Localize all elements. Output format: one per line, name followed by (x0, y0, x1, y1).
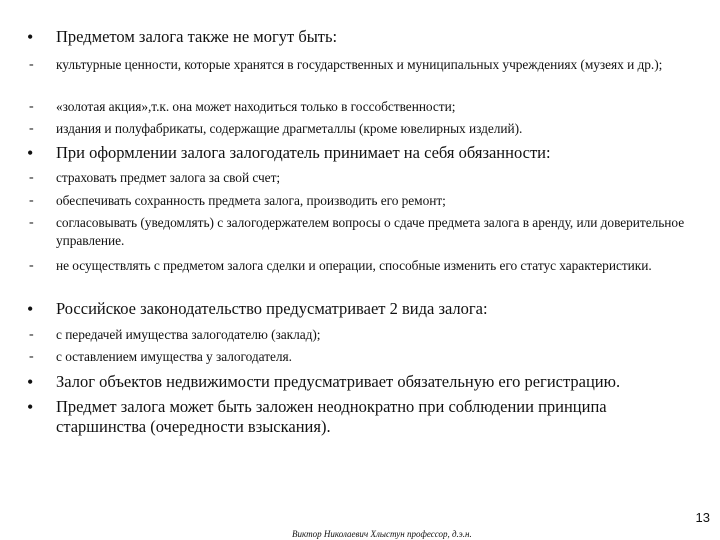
list-item-text: При оформлении залога залогодатель принимает на себя обязанности: (56, 143, 551, 162)
list-item-text: с передачей имущества залогодателю (заклад); (56, 327, 321, 342)
list-item-text: Российское законодательство предусматривает 2 вида залога: (56, 299, 488, 318)
dash-marker: - (29, 99, 34, 114)
list-item-text: не осуществлять с предметом залога сделки и операции, способные изменить его статус характеристики. (56, 258, 652, 273)
list-item-text: Предметом залога также не могут быть: (56, 27, 338, 46)
list-item-text: согласовывать (уведомлять) с залогодержателем вопросы о сдаче предмета залога в аренду, или доверительное управление. (56, 215, 685, 248)
page-number: 13 (695, 510, 710, 525)
bullet-marker: • (27, 299, 34, 319)
list-item-text: Предмет залога может быть заложен неоднократно при соблюдении принципа старшинства (очередности взыскания). (56, 397, 607, 436)
dash-marker: - (29, 193, 34, 208)
dash-marker: - (29, 258, 34, 273)
list-item-text: страховать предмет залога за свой счет; (56, 170, 281, 185)
list-item-text: Залог объектов недвижимости предусматривает обязательную его регистрацию. (56, 372, 621, 391)
list-item-text: издания и полуфабрикаты, содержащие драгметаллы (кроме ювелирных изделий). (56, 121, 523, 136)
dash-marker: - (29, 170, 34, 185)
list-item-text: с оставлением имущества у залогодателя. (56, 349, 292, 364)
list-item-text: «золотая акция»,т.к. она может находиться только в госсобственности; (56, 99, 456, 114)
footer-author: Виктор Николаевич Хлыстун профессор, д.э.н. (292, 529, 472, 539)
bullet-marker: • (27, 143, 34, 163)
bullet-marker: • (27, 397, 34, 417)
dash-marker: - (29, 349, 34, 364)
dash-marker: - (29, 327, 34, 342)
bullet-marker: • (27, 27, 34, 47)
dash-marker: - (29, 121, 34, 136)
dash-marker: - (29, 215, 34, 230)
dash-marker: - (29, 57, 34, 72)
list-item-text: культурные ценности, которые хранятся в государственных и муниципальных учреждениях (музеях и др.); (56, 57, 663, 72)
bullet-marker: • (27, 372, 34, 392)
list-item-text: обеспечивать сохранность предмета залога, производить его ремонт; (56, 193, 446, 208)
